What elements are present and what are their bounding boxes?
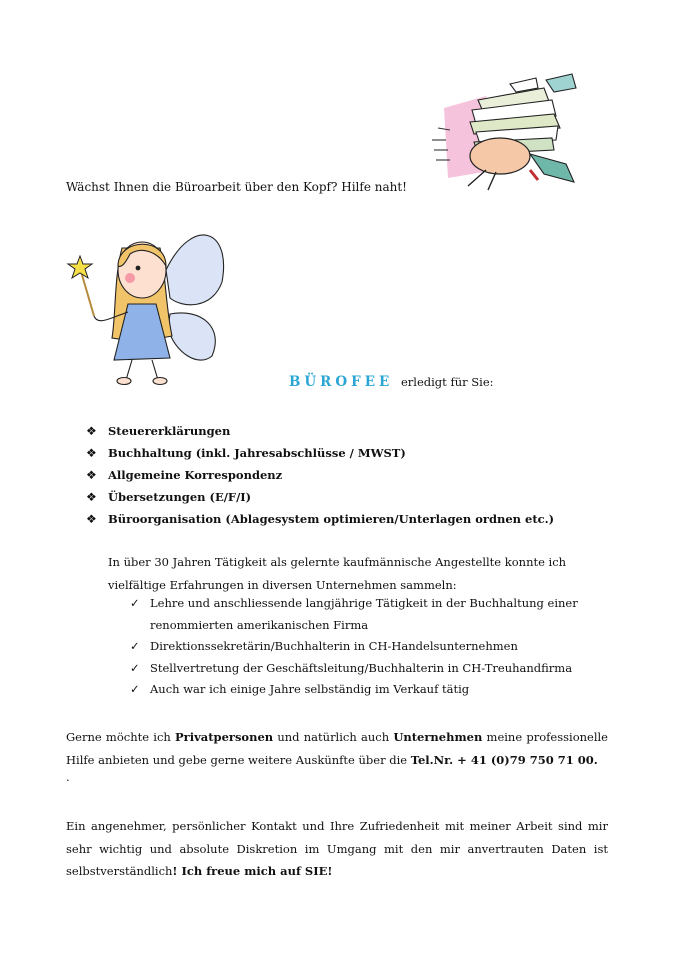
diamond-bullet-icon: ❖	[86, 490, 97, 504]
checkmark-icon: ✓	[130, 682, 140, 696]
closing-paragraph: Ein angenehmer, persönlicher Kontakt und Ihre Zufriedenheit mit meiner Arbeit sind mir sehr wichtig und absolute Diskretion im Umgang mit den mir anvertrauten Daten ist selbstverständlich! Ich freue mich auf SIE!	[66, 819, 608, 878]
stray-dot: .	[66, 770, 70, 784]
list-item: ✓ Stellvertretung der Geschäftsleitung/Buchhalterin in CH-Treuhandfirma	[130, 658, 590, 680]
checkmark-icon: ✓	[130, 596, 140, 610]
list-item: ✓ Lehre und anschliessende langjährige Tätigkeit in der Buchhaltung einer renommierten amerikanischen Firma	[130, 593, 590, 636]
experience-text: In über 30 Jahren Tätigkeit als gelernte kaufmännische Angestellte konnte ich vielfältige Erfahrungen in diversen Unternehmen sammeln:	[108, 555, 567, 592]
list-item: ❖ Büroorganisation (Ablagesystem optimieren/Unterlagen ordnen etc.)	[86, 508, 554, 530]
experience-list	[130, 593, 590, 701]
diamond-bullet-icon: ❖	[86, 512, 97, 526]
diamond-bullet-icon: ❖	[86, 468, 97, 482]
list-item: ❖ Buchhaltung (inkl. Jahresabschlüsse / MWST)	[86, 442, 554, 464]
headline	[289, 374, 494, 390]
headline-rest: erledigt für Sie:	[400, 375, 494, 389]
list-item: ❖ Übersetzungen (E/F/I)	[86, 486, 554, 508]
brand-name: BÜROFEE	[289, 374, 394, 390]
list-item: ✓ Auch war ich einige Jahre selbständig im Verkauf tätig	[130, 679, 590, 701]
private-persons-text: Privatpersonen	[175, 730, 274, 744]
paper-stack-illustration	[426, 70, 592, 192]
closing-bold: ! Ich freue mich auf SIE!	[172, 864, 333, 878]
list-item: ❖ Steuererklärungen	[86, 420, 554, 442]
intro-line: Wächst Ihnen die Büroarbeit über den Kopf? Hilfe naht!	[66, 180, 408, 194]
diamond-bullet-icon: ❖	[86, 446, 97, 460]
checkmark-icon: ✓	[130, 639, 140, 653]
diamond-bullet-icon: ❖	[86, 424, 97, 438]
list-item: ✓ Direktionssekretärin/Buchhalterin in CH-Handelsunternehmen	[130, 636, 590, 658]
phone-number: Tel.Nr. + 41 (0)79 750 71 00.	[410, 752, 598, 767]
checkmark-icon: ✓	[130, 660, 140, 675]
list-item: ❖ Allgemeine Korrespondenz	[86, 464, 554, 486]
services-list	[86, 420, 554, 530]
fairy-illustration	[62, 218, 232, 386]
companies-text: Unternehmen	[393, 730, 483, 744]
offer-paragraph: Gerne möchte ich Privatpersonen und natürlich auch Unternehmen meine professionelle Hilfe anbieten und gebe gerne weitere Auskünfte über die Tel.Nr. + 41 (0)79 750 71 00.	[66, 730, 608, 767]
